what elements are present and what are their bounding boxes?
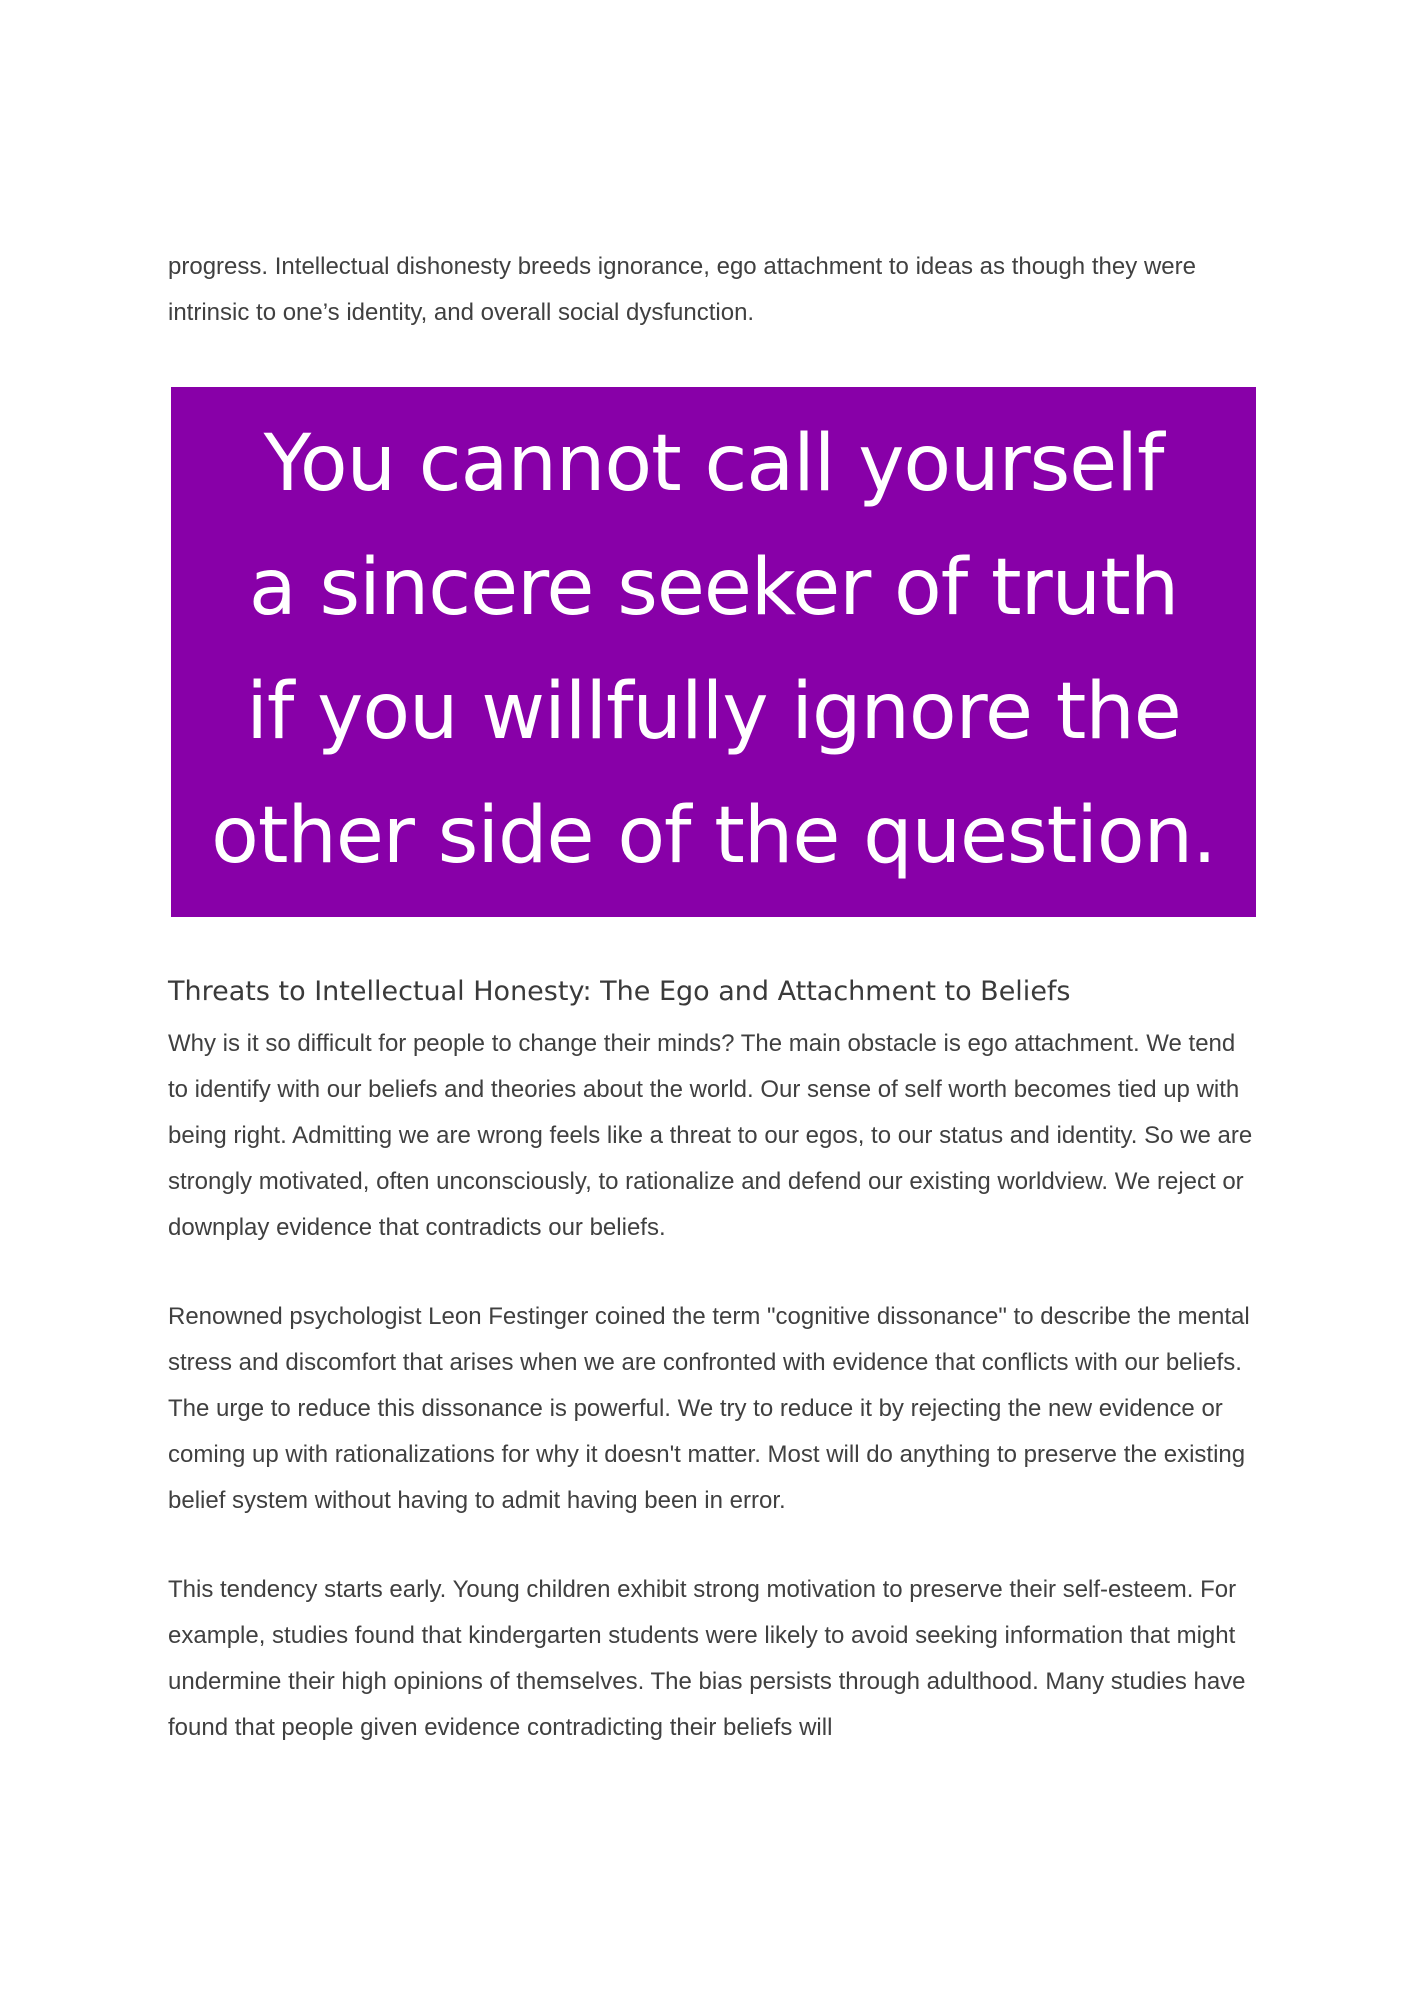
quote-image	[171, 387, 1256, 917]
body-paragraph: Why is it so difficult for people to change their minds? The main obstacle is ego attachment. We tend to identify with our beliefs and theories about the world. Our sense of self worth becomes tied up with being right. Admitting we are wrong feels like a threat to our egos, to our status and identity. So we are strongly motivated, often unconsciously, to rationalize and defend our existing worldview. We reject or downplay evidence that contradicts our beliefs.	[168, 1030, 1253, 1241]
quote-line: if you willfully ignore the	[246, 667, 1181, 757]
body-paragraph: This tendency starts early. Young children exhibit strong motivation to preserve their self-esteem. For example, studies found that kindergarten students were likely to avoid seeking information that might undermine their high opinions of themselves. The bias persists through adulthood. Many studies have found that people given evidence contradicting their beliefs will	[168, 1576, 1246, 1741]
body-paragraph: Renowned psychologist Leon Festinger coined the term "cognitive dissonance" to describe the mental stress and discomfort that arises when we are confronted with evidence that conflicts with our beliefs. The urge to reduce this dissonance is powerful. We try to reduce it by rejecting the new evidence or coming up with rationalizations for why it doesn't matter. Most will do anything to preserve the existing belief system without having to admit having been in error.	[168, 1303, 1250, 1514]
quote-line: You cannot call yourself	[263, 419, 1164, 509]
intro-paragraph: progress. Intellectual dishonesty breeds ignorance, ego attachment to ideas as though they were intrinsic to one’s identity, and overall social dysfunction.	[168, 253, 1196, 326]
section-heading: Threats to Intellectual Honesty: The Ego and Attachment to Beliefs	[168, 976, 1071, 1007]
quote-line: other side of the question.	[211, 791, 1216, 881]
quote-line: a sincere seeker of truth	[248, 543, 1179, 633]
